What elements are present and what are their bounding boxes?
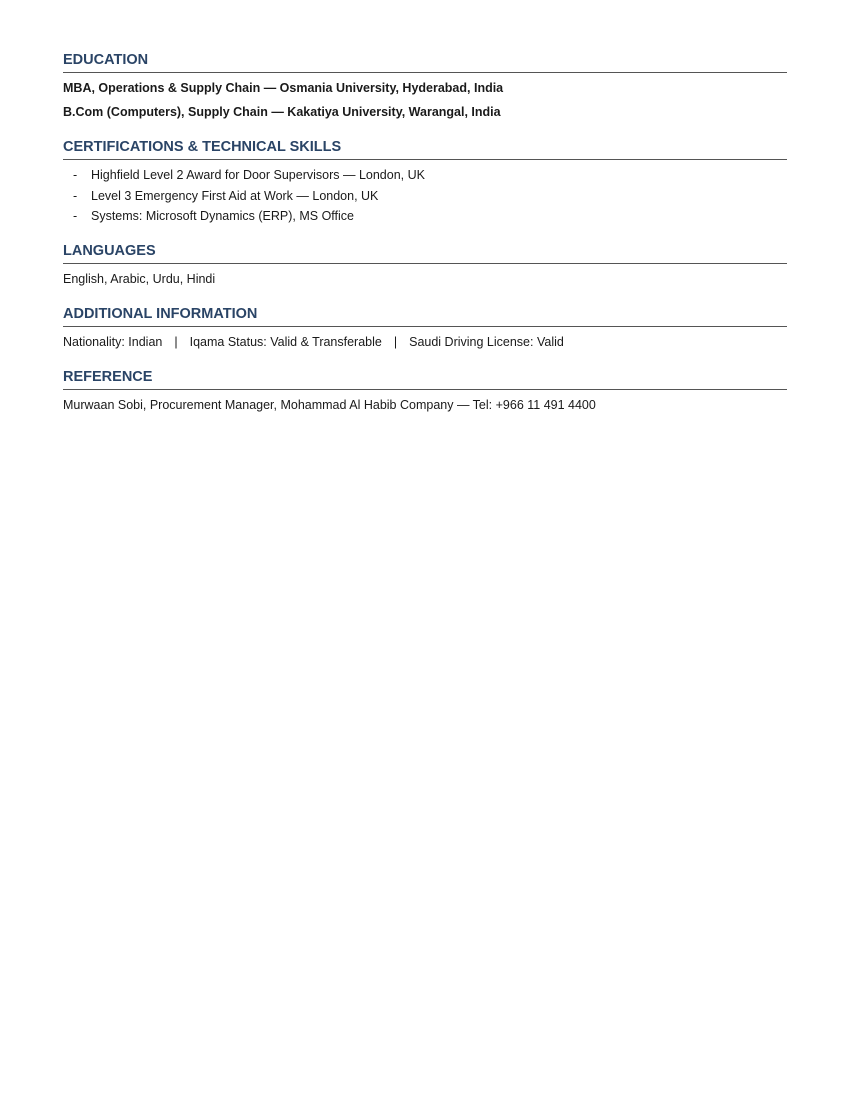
separator: | — [393, 335, 398, 349]
section-heading-languages: LANGUAGES — [63, 241, 787, 264]
languages-body — [63, 264, 787, 288]
certifications-list — [63, 167, 787, 225]
section-heading-education: EDUCATION — [63, 50, 787, 73]
additional-info-body — [63, 327, 787, 351]
languages-section — [63, 241, 787, 288]
additional-info-section — [63, 304, 787, 351]
separator: | — [174, 335, 178, 349]
certifications-section — [63, 137, 787, 225]
certification-text: Systems: Microsoft Dynamics (ERP), MS Office — [91, 209, 355, 223]
education-body — [63, 73, 787, 121]
reference-body — [63, 390, 787, 414]
reference-section — [63, 367, 787, 414]
certification-text: Highfield Level 2 Award for Door Supervisors — London, UK — [91, 168, 425, 182]
section-heading-additional-info: ADDITIONAL INFORMATION — [63, 304, 787, 327]
dash-bullet: - — [73, 209, 78, 223]
dash-bullet: - — [73, 168, 78, 182]
reference-text: Murwaan Sobi, Procurement Manager, Mohammad Al Habib Company — Tel: +966 11 491 4400 — [63, 398, 596, 412]
iqama-status-text: Iqama Status: Valid & Transferable — [189, 335, 382, 349]
section-heading-certifications: CERTIFICATIONS & TECHNICAL SKILLS — [63, 137, 787, 160]
education-entry: B.Com (Computers), Supply Chain — Kakatiya University, Warangal, India — [63, 105, 501, 119]
certification-text: Level 3 Emergency First Aid at Work — London, UK — [91, 188, 379, 203]
education-entry: MBA, Operations & Supply Chain — Osmania University, Hyderabad, India — [63, 81, 504, 95]
certifications-body — [63, 160, 787, 225]
list-item — [63, 167, 787, 184]
additional-info-row — [63, 334, 787, 351]
section-heading-reference: REFERENCE — [63, 367, 787, 390]
driving-license-text: Saudi Driving License: Valid — [409, 335, 564, 349]
dash-bullet: - — [73, 188, 78, 203]
list-item — [63, 188, 787, 205]
education-section — [63, 50, 787, 121]
languages-text: English, Arabic, Urdu, Hindi — [63, 272, 216, 286]
list-item — [63, 208, 787, 225]
nationality-text: Nationality: Indian — [63, 335, 163, 349]
